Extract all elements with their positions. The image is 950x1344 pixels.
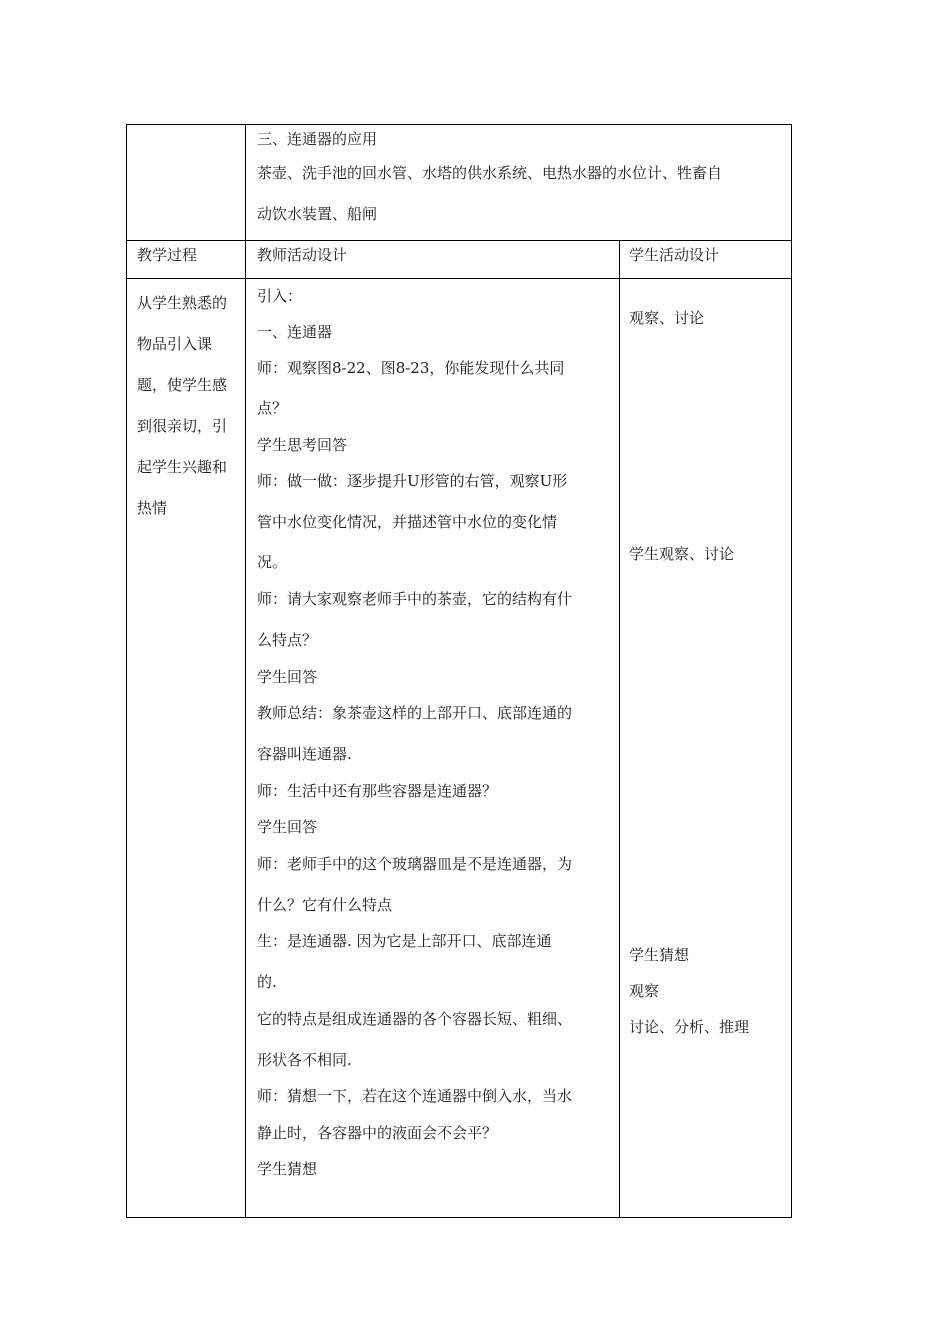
activity-line: 点？ — [257, 399, 288, 417]
process-line: 物品引入课 — [137, 335, 213, 353]
applications-line-2: 动饮水装置、船闸 — [257, 205, 378, 223]
section-heading: 三、连通器的应用 — [257, 130, 378, 148]
activity-line: 学生回答 — [257, 818, 318, 836]
activity-line: 生：是连通器. 因为它是上部开口、底部连通 — [257, 932, 552, 950]
header-teaching-process: 教学过程 — [137, 246, 198, 264]
activity-line: 么特点？ — [257, 631, 318, 649]
activity-line: 它的特点是组成连通器的各个容器长短、粗细、 — [257, 1010, 573, 1028]
teaching-process-text — [137, 283, 227, 529]
lesson-table — [126, 124, 792, 1218]
activity-line: 教师总结：象茶壶这样的上部开口、底部连通的 — [257, 704, 573, 722]
activity-line: 师：生活中还有那些容器是连通器？ — [257, 782, 498, 800]
activity-line: 师：请大家观察老师手中的茶壶，它的结构有什 — [257, 590, 573, 608]
applications-line-1: 茶壶、洗手池的回水管、水塔的供水系统、电热水器的水位计、牲畜自 — [257, 164, 723, 182]
activity-line: 一、连通器 — [257, 323, 333, 341]
activity-line: 形状各不相同. — [257, 1051, 352, 1069]
header-student-activity: 学生活动设计 — [629, 246, 720, 264]
col-divider-1 — [245, 125, 246, 1217]
activity-line: 师：观察图8-22、图8-23，你能发现什么共同 — [257, 359, 565, 377]
activity-line: 的. — [257, 973, 277, 991]
col-divider-2 — [619, 240, 620, 1217]
activity-line: 管中水位变化情况，并描述管中水位的变化情 — [257, 513, 558, 531]
applications-section — [257, 128, 787, 224]
activity-line: 学生思考回答 — [257, 436, 348, 454]
teacher-activity-text — [257, 285, 572, 1180]
activity-line: 什么？它有什么特点 — [257, 896, 393, 914]
student-line: 学生猜想 — [629, 946, 690, 964]
activity-line: 学生回答 — [257, 668, 318, 686]
student-note-observe: 观察、讨论 — [629, 309, 705, 327]
activity-line: 师：猜想一下，若在这个连通器中倒入水，当水 — [257, 1087, 573, 1105]
activity-line: 学生猜想 — [257, 1160, 318, 1178]
activity-line: 况。 — [257, 553, 288, 571]
activity-line: 静止时，各容器中的液面会不会平？ — [257, 1124, 498, 1142]
process-line: 热情 — [137, 499, 168, 517]
student-note-discuss: 学生观察、讨论 — [629, 545, 735, 563]
process-line: 起学生兴趣和 — [137, 458, 228, 476]
activity-line: 引入： — [257, 287, 303, 305]
process-line: 从学生熟悉的 — [137, 294, 228, 312]
row-divider-header — [127, 278, 791, 279]
student-line: 观察 — [629, 982, 660, 1000]
header-teacher-activity: 教师活动设计 — [257, 246, 348, 264]
process-line: 到很亲切，引 — [137, 417, 228, 435]
row-divider-top — [127, 240, 791, 241]
activity-line: 师：老师手中的这个玻璃器皿是不是连通器，为 — [257, 855, 573, 873]
activity-line: 师：做一做：逐步提升U形管的右管，观察U形 — [257, 472, 568, 490]
student-note-guess — [629, 944, 749, 1038]
activity-line: 容器叫连通器. — [257, 745, 352, 763]
student-line: 讨论、分析、推理 — [629, 1018, 750, 1036]
process-line: 题，使学生感 — [137, 376, 228, 394]
